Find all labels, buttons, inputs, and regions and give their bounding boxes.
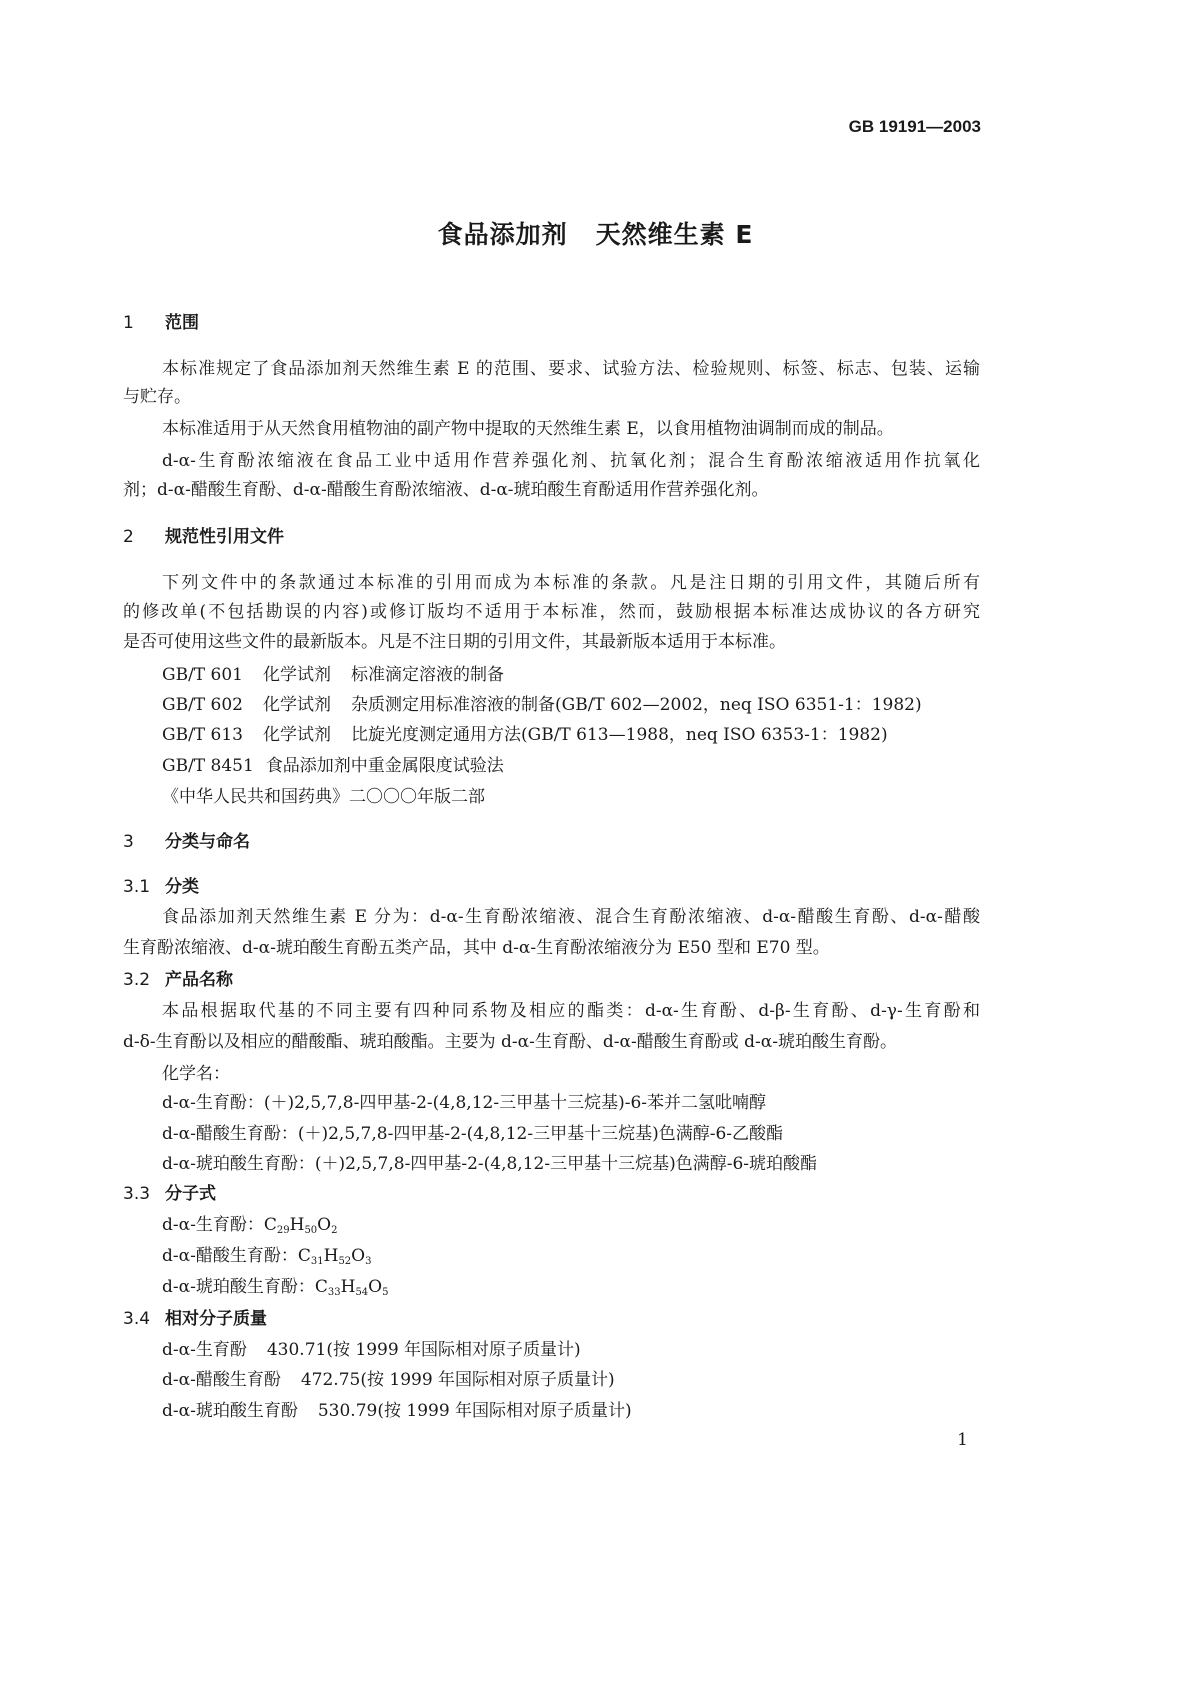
molecular-mass: d-α-琥珀酸生育酚 530.79(按 1999 年国际相对原子质量计) — [162, 1401, 632, 1421]
section-heading: 3 分类与命名 — [123, 832, 250, 852]
molecular-formula: d-α-醋酸生育酚：$C_{31}H_{52}O_3$ — [162, 1246, 372, 1267]
molecular-mass: d-α-醋酸生育酚 472.75(按 1999 年国际相对原子质量计) — [162, 1370, 615, 1390]
title-part1: 食品添加剂 — [437, 220, 568, 249]
subsection-heading: 3.3 分子式 — [123, 1184, 216, 1204]
paragraph-line: 是否可使用这些文件的最新版本。凡是不注日期的引用文件，其最新版本适用于本标准。 — [123, 632, 786, 652]
paragraph-line: 本标准规定了食品添加剂天然维生素 E 的范围、要求、试验方法、检验规则、标签、标志、包装、运输 — [162, 359, 980, 379]
molecular-mass: d-α-生育酚 430.71(按 1999 年国际相对原子质量计) — [162, 1340, 581, 1360]
reference-item: 《中华人民共和国药典》二〇〇〇年版二部 — [162, 787, 485, 807]
paragraph-line: 与贮存。 — [123, 387, 191, 407]
reference-item: GB/T 8451 食品添加剂中重金属限度试验法 — [162, 756, 504, 776]
chemical-name: d-α-生育酚：(＋)2,5,7,8-四甲基-2-(4,8,12-三甲基十三烷基)-6-苯并二氢吡喃醇 — [162, 1093, 767, 1113]
paragraph-line: 下列文件中的条款通过本标准的引用而成为本标准的条款。凡是注日期的引用文件，其随后所有 — [162, 573, 980, 593]
chemical-name: d-α-醋酸生育酚：(＋)2,5,7,8-四甲基-2-(4,8,12-三甲基十三烷基)色满醇-6-乙酸酯 — [162, 1124, 784, 1144]
paragraph-line: d-δ-生育酚以及相应的醋酸酯、琥珀酸酯。主要为 d-α-生育酚、d-α-醋酸生育酚或 d-α-琥珀酸生育酚。 — [123, 1032, 897, 1052]
reference-item: GB/T 613 化学试剂 比旋光度测定通用方法(GB/T 613—1988，neq ISO 6353-1：1982) — [162, 725, 888, 745]
section-heading — [123, 525, 980, 549]
paragraph-line: d-α-生育酚浓缩液在食品工业中适用作营养强化剂、抗氧化剂；混合生育酚浓缩液适用作抗氧化 — [162, 451, 980, 471]
standard-code: GB 19191—2003 — [848, 117, 981, 136]
paragraph-line: 化学名： — [162, 1064, 230, 1084]
paragraph-line: 本品根据取代基的不同主要有四种同系物及相应的酯类：d-α-生育酚、d-β-生育酚、d-γ-生育酚和 — [162, 1001, 980, 1021]
paragraph-line: 的修改单(不包括勘误的内容)或修订版均不适用于本标准，然而，鼓励根据本标准达成协议的各方研究 — [123, 602, 980, 622]
subsection-heading: 3.2 产品名称 — [123, 970, 233, 990]
section-number: 1 — [123, 313, 134, 333]
paragraph-line: 剂；d-α-醋酸生育酚、d-α-醋酸生育酚浓缩液、d-α-琥珀酸生育酚适用作营养强化剂。 — [123, 480, 769, 500]
section-title: 规范性引用文件 — [165, 527, 284, 547]
section-title: 范围 — [165, 313, 199, 333]
page-title — [0, 215, 1191, 251]
title-part2: 天然维生素 E — [595, 220, 754, 249]
subsection-heading: 3.4 相对分子质量 — [123, 1309, 267, 1329]
page-number: 1 — [957, 1430, 968, 1450]
paragraph-line: 生育酚浓缩液、d-α-琥珀酸生育酚五类产品，其中 d-α-生育酚浓缩液分为 E50 型和 E70 型。 — [123, 938, 830, 958]
chemical-name: d-α-琥珀酸生育酚：(＋)2,5,7,8-四甲基-2-(4,8,12-三甲基十三烷基)色满醇-6-琥珀酸酯 — [162, 1154, 818, 1174]
paragraph-line: 食品添加剂天然维生素 E 分为：d-α-生育酚浓缩液、混合生育酚浓缩液、d-α-醋酸生育酚、d-α-醋酸 — [162, 907, 980, 927]
paragraph-line: 本标准适用于从天然食用植物油的副产物中提取的天然维生素 E，以食用植物油调制而成的制品。 — [162, 419, 894, 439]
molecular-formula: d-α-生育酚：$C_{29}H_{50}O_2$ — [162, 1215, 338, 1236]
molecular-formula: d-α-琥珀酸生育酚：$C_{33}H_{54}O_5$ — [162, 1277, 389, 1298]
subsection-heading: 3.1 分类 — [123, 877, 199, 897]
section-number: 2 — [123, 527, 134, 547]
reference-item: GB/T 601 化学试剂 标准滴定溶液的制备 — [162, 665, 504, 685]
section-heading — [123, 311, 980, 335]
reference-item: GB/T 602 化学试剂 杂质测定用标准溶液的制备(GB/T 602—2002，neq ISO 6351-1：1982) — [162, 695, 922, 715]
